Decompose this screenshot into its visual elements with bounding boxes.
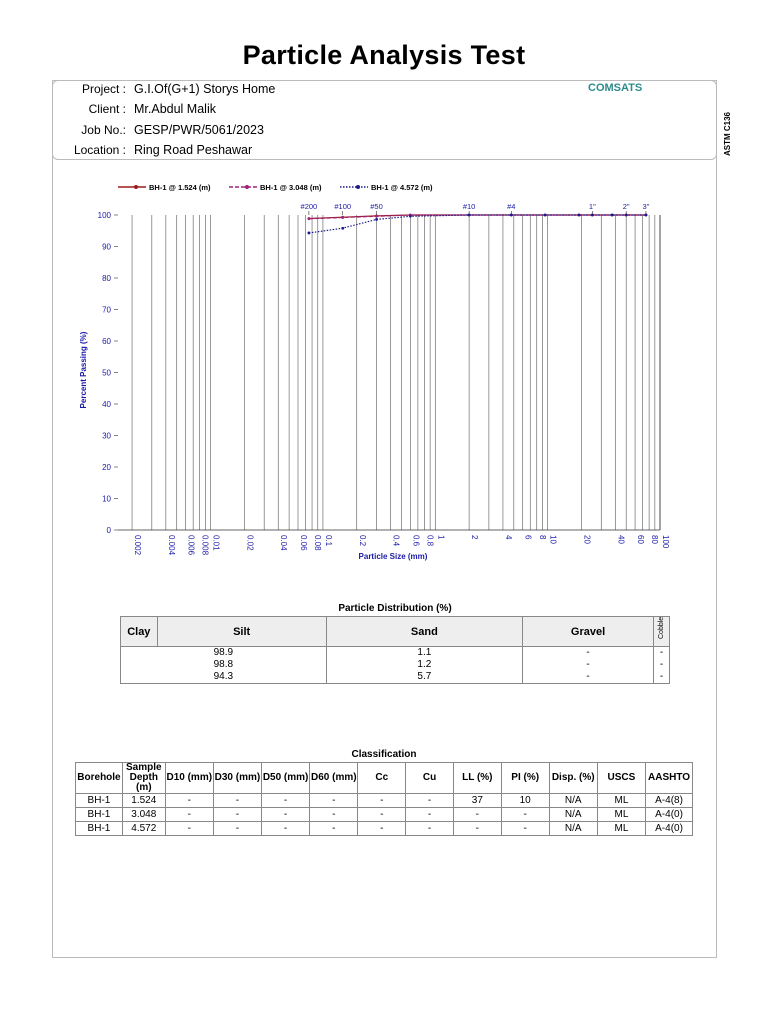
series-point-2 xyxy=(375,215,378,218)
standard-label-text: ASTM C136 xyxy=(723,111,732,156)
series-point-3 xyxy=(409,215,412,218)
series-point-3 xyxy=(544,214,547,217)
sieve-label: 2" xyxy=(622,202,630,211)
legend-marker-2 xyxy=(245,185,249,189)
series-point-2 xyxy=(341,216,344,219)
y-tick-label: 80 xyxy=(102,274,111,283)
series-point-3 xyxy=(645,214,648,217)
silt-value: 98.9 xyxy=(121,647,327,660)
cls-cell: - xyxy=(165,808,213,822)
sieve-label: #200 xyxy=(300,202,318,211)
cls-cell: 3.048 xyxy=(122,808,165,822)
col-sand: Sand xyxy=(326,617,522,647)
legend-label-3: BH-1 @ 4.572 (m) xyxy=(371,183,433,192)
x-tick-label: 80 xyxy=(650,535,660,544)
sieve-label: #100 xyxy=(334,202,352,211)
cls-cell: - xyxy=(406,808,454,822)
y-tick-label: 30 xyxy=(102,431,111,441)
cls-cell: - xyxy=(262,808,310,822)
client-label: Client : xyxy=(88,102,126,116)
y-tick-label: 0 xyxy=(106,526,111,535)
chart-grid xyxy=(132,215,660,530)
cls-cell: ML xyxy=(597,822,645,836)
cls-cell: BH-1 xyxy=(76,794,123,808)
cls-cell: - xyxy=(262,794,310,808)
cls-cell: - xyxy=(358,808,406,822)
table-row xyxy=(121,647,670,660)
y-axis-label: Percent Passing (%) xyxy=(79,331,88,409)
x-tick-label: 0.4 xyxy=(391,535,401,547)
series-point-2 xyxy=(307,217,310,220)
cls-cell: 10 xyxy=(501,794,549,808)
cls-cell: - xyxy=(453,822,501,836)
cls-header-0: Borehole xyxy=(76,763,123,794)
cls-header-11: USCS xyxy=(597,763,645,794)
cls-header-1: Sample Depth (m) xyxy=(122,763,165,794)
x-tick-label: 20 xyxy=(582,535,592,544)
cls-cell: - xyxy=(453,808,501,822)
silt-value: 94.3 xyxy=(121,671,327,684)
table-row xyxy=(121,671,670,684)
cls-cell: A-4(8) xyxy=(646,794,693,808)
cls-cell: ML xyxy=(597,808,645,822)
cls-cell: - xyxy=(358,794,406,808)
table-row xyxy=(121,659,670,671)
cls-cell: - xyxy=(310,808,358,822)
job-row xyxy=(52,120,264,140)
cls-cell: BH-1 xyxy=(76,808,123,822)
cls-cell: - xyxy=(501,808,549,822)
series-point-3 xyxy=(578,214,581,217)
cls-header-2: D10 (mm) xyxy=(165,763,213,794)
x-tick-label: 60 xyxy=(636,535,646,544)
client-row xyxy=(52,99,216,119)
col-clay: Clay xyxy=(121,617,158,647)
standard-label xyxy=(723,108,737,158)
cls-header-9: PI (%) xyxy=(501,763,549,794)
x-tick-label: 0.1 xyxy=(323,535,333,547)
cls-cell: BH-1 xyxy=(76,822,123,836)
y-tick-label: 50 xyxy=(102,368,111,378)
x-tick-label: 6 xyxy=(523,535,533,540)
col-gravel: Gravel xyxy=(523,617,654,647)
sieve-label: 1" xyxy=(588,202,596,211)
series-point-3 xyxy=(625,214,628,217)
cls-cell: - xyxy=(165,794,213,808)
x-tick-label: 40 xyxy=(616,535,626,544)
cls-cell: - xyxy=(310,794,358,808)
series-point-3 xyxy=(375,218,378,221)
legend-marker-1 xyxy=(134,185,138,189)
y-tick-label: 70 xyxy=(102,305,111,315)
x-tick-label: 0.004 xyxy=(166,535,176,556)
silt-value: 98.8 xyxy=(121,659,327,671)
x-tick-label: 0.002 xyxy=(133,535,143,556)
x-tick-label: 0.04 xyxy=(279,535,289,551)
table-row xyxy=(76,822,693,836)
series-point-3 xyxy=(591,214,594,217)
project-label: Project : xyxy=(81,82,126,96)
chart-series xyxy=(307,214,647,235)
job-label: Job No.: xyxy=(81,123,126,137)
legend-label-1: BH-1 @ 1.524 (m) xyxy=(149,183,211,192)
location-value: Ring Road Peshawar xyxy=(134,143,253,157)
series-point-3 xyxy=(611,214,614,217)
series-point-3 xyxy=(510,214,513,217)
cobble-value: - xyxy=(653,659,669,671)
distribution-title: Particle Distribution (%) xyxy=(338,603,452,614)
col-cobble: Cobble xyxy=(653,617,669,647)
cls-cell: - xyxy=(501,822,549,836)
cls-cell: 4.572 xyxy=(122,822,165,836)
cls-cell: - xyxy=(406,822,454,836)
cls-cell: - xyxy=(358,822,406,836)
cls-cell: A-4(0) xyxy=(646,808,693,822)
col-silt: Silt xyxy=(157,617,326,647)
cls-header-6: Cc xyxy=(358,763,406,794)
table-row xyxy=(76,808,693,822)
cls-cell: - xyxy=(406,794,454,808)
x-axis-label: Particle Size (mm) xyxy=(358,552,428,561)
cls-cell: - xyxy=(262,822,310,836)
cls-cell: N/A xyxy=(549,808,597,822)
x-tick-label: 8 xyxy=(537,535,547,540)
cls-cell: N/A xyxy=(549,794,597,808)
client-value: Mr.Abdul Malik xyxy=(134,102,216,116)
cls-header-7: Cu xyxy=(406,763,454,794)
sieve-label: #50 xyxy=(370,202,383,211)
x-tick-label: 2 xyxy=(470,535,480,540)
sand-value: 1.1 xyxy=(326,647,522,660)
cls-cell: - xyxy=(310,822,358,836)
sieve-label: #4 xyxy=(507,202,516,211)
x-tick-label: 0.8 xyxy=(425,535,435,547)
distribution-table xyxy=(120,616,670,684)
x-tick-label: 1 xyxy=(436,535,446,540)
gravel-value: - xyxy=(523,671,654,684)
location-row xyxy=(52,140,253,160)
y-tick-label: 20 xyxy=(102,463,111,472)
cobble-value: - xyxy=(653,671,669,684)
cls-cell: - xyxy=(213,794,261,808)
chart-legend xyxy=(118,183,433,192)
y-tick-label: 60 xyxy=(102,337,111,346)
gravel-value: - xyxy=(523,647,654,660)
legend-marker-3 xyxy=(356,185,360,189)
location-label: Location : xyxy=(73,143,126,157)
y-tick-label: 10 xyxy=(102,494,111,504)
table-row xyxy=(76,794,693,808)
job-value: GESP/PWR/5061/2023 xyxy=(134,123,264,137)
legend-label-2: BH-1 @ 3.048 (m) xyxy=(260,183,322,192)
series-point-3 xyxy=(307,232,310,235)
x-tick-label: 0.08 xyxy=(313,535,323,551)
classification-title: Classification xyxy=(351,749,417,760)
x-tick-label: 0.02 xyxy=(245,535,255,551)
y-tick-label: 90 xyxy=(102,242,111,252)
x-tick-label: 4 xyxy=(503,535,513,540)
project-value: G.I.Of(G+1) Storys Home xyxy=(134,82,276,96)
cls-header-3: D30 (mm) xyxy=(213,763,261,794)
cls-header-5: D60 (mm) xyxy=(310,763,358,794)
cls-cell: - xyxy=(213,808,261,822)
series-point-3 xyxy=(468,214,471,217)
gravel-value: - xyxy=(523,659,654,671)
x-tick-label: 0.6 xyxy=(411,535,421,547)
x-tick-label: 0.008 xyxy=(200,535,210,556)
cobble-value: - xyxy=(653,647,669,660)
page-title: Particle Analysis Test xyxy=(242,40,526,70)
cls-cell: ML xyxy=(597,794,645,808)
x-tick-label: 0.006 xyxy=(186,535,196,556)
cls-cell: 1.524 xyxy=(122,794,165,808)
cls-cell: N/A xyxy=(549,822,597,836)
series-point-3 xyxy=(341,227,344,230)
cls-header-4: D50 (mm) xyxy=(262,763,310,794)
x-tick-label: 0.2 xyxy=(357,535,367,547)
cls-header-12: AASHTO xyxy=(646,763,693,794)
sand-value: 5.7 xyxy=(326,671,522,684)
classification-table xyxy=(75,762,693,836)
project-row xyxy=(52,79,276,99)
gradation-chart xyxy=(0,175,768,575)
organization-name: COMSATS xyxy=(588,82,643,94)
sand-value: 1.2 xyxy=(326,659,522,671)
cls-cell: - xyxy=(213,822,261,836)
sieve-label: 3" xyxy=(642,202,650,211)
cls-header-10: Disp. (%) xyxy=(549,763,597,794)
x-tick-label: 0.06 xyxy=(299,535,309,551)
cls-cell: 37 xyxy=(453,794,501,808)
chart-axes xyxy=(98,202,670,556)
y-tick-label: 40 xyxy=(102,400,111,409)
cls-cell: - xyxy=(165,822,213,836)
x-tick-label: 10 xyxy=(548,535,558,544)
y-tick-label: 100 xyxy=(97,211,111,220)
cls-cell: A-4(0) xyxy=(646,822,693,836)
sieve-label: #10 xyxy=(462,202,476,211)
x-tick-label: 100 xyxy=(661,535,670,549)
series-line-3 xyxy=(309,215,646,233)
x-tick-label: 0.01 xyxy=(211,535,221,551)
cls-header-8: LL (%) xyxy=(453,763,501,794)
